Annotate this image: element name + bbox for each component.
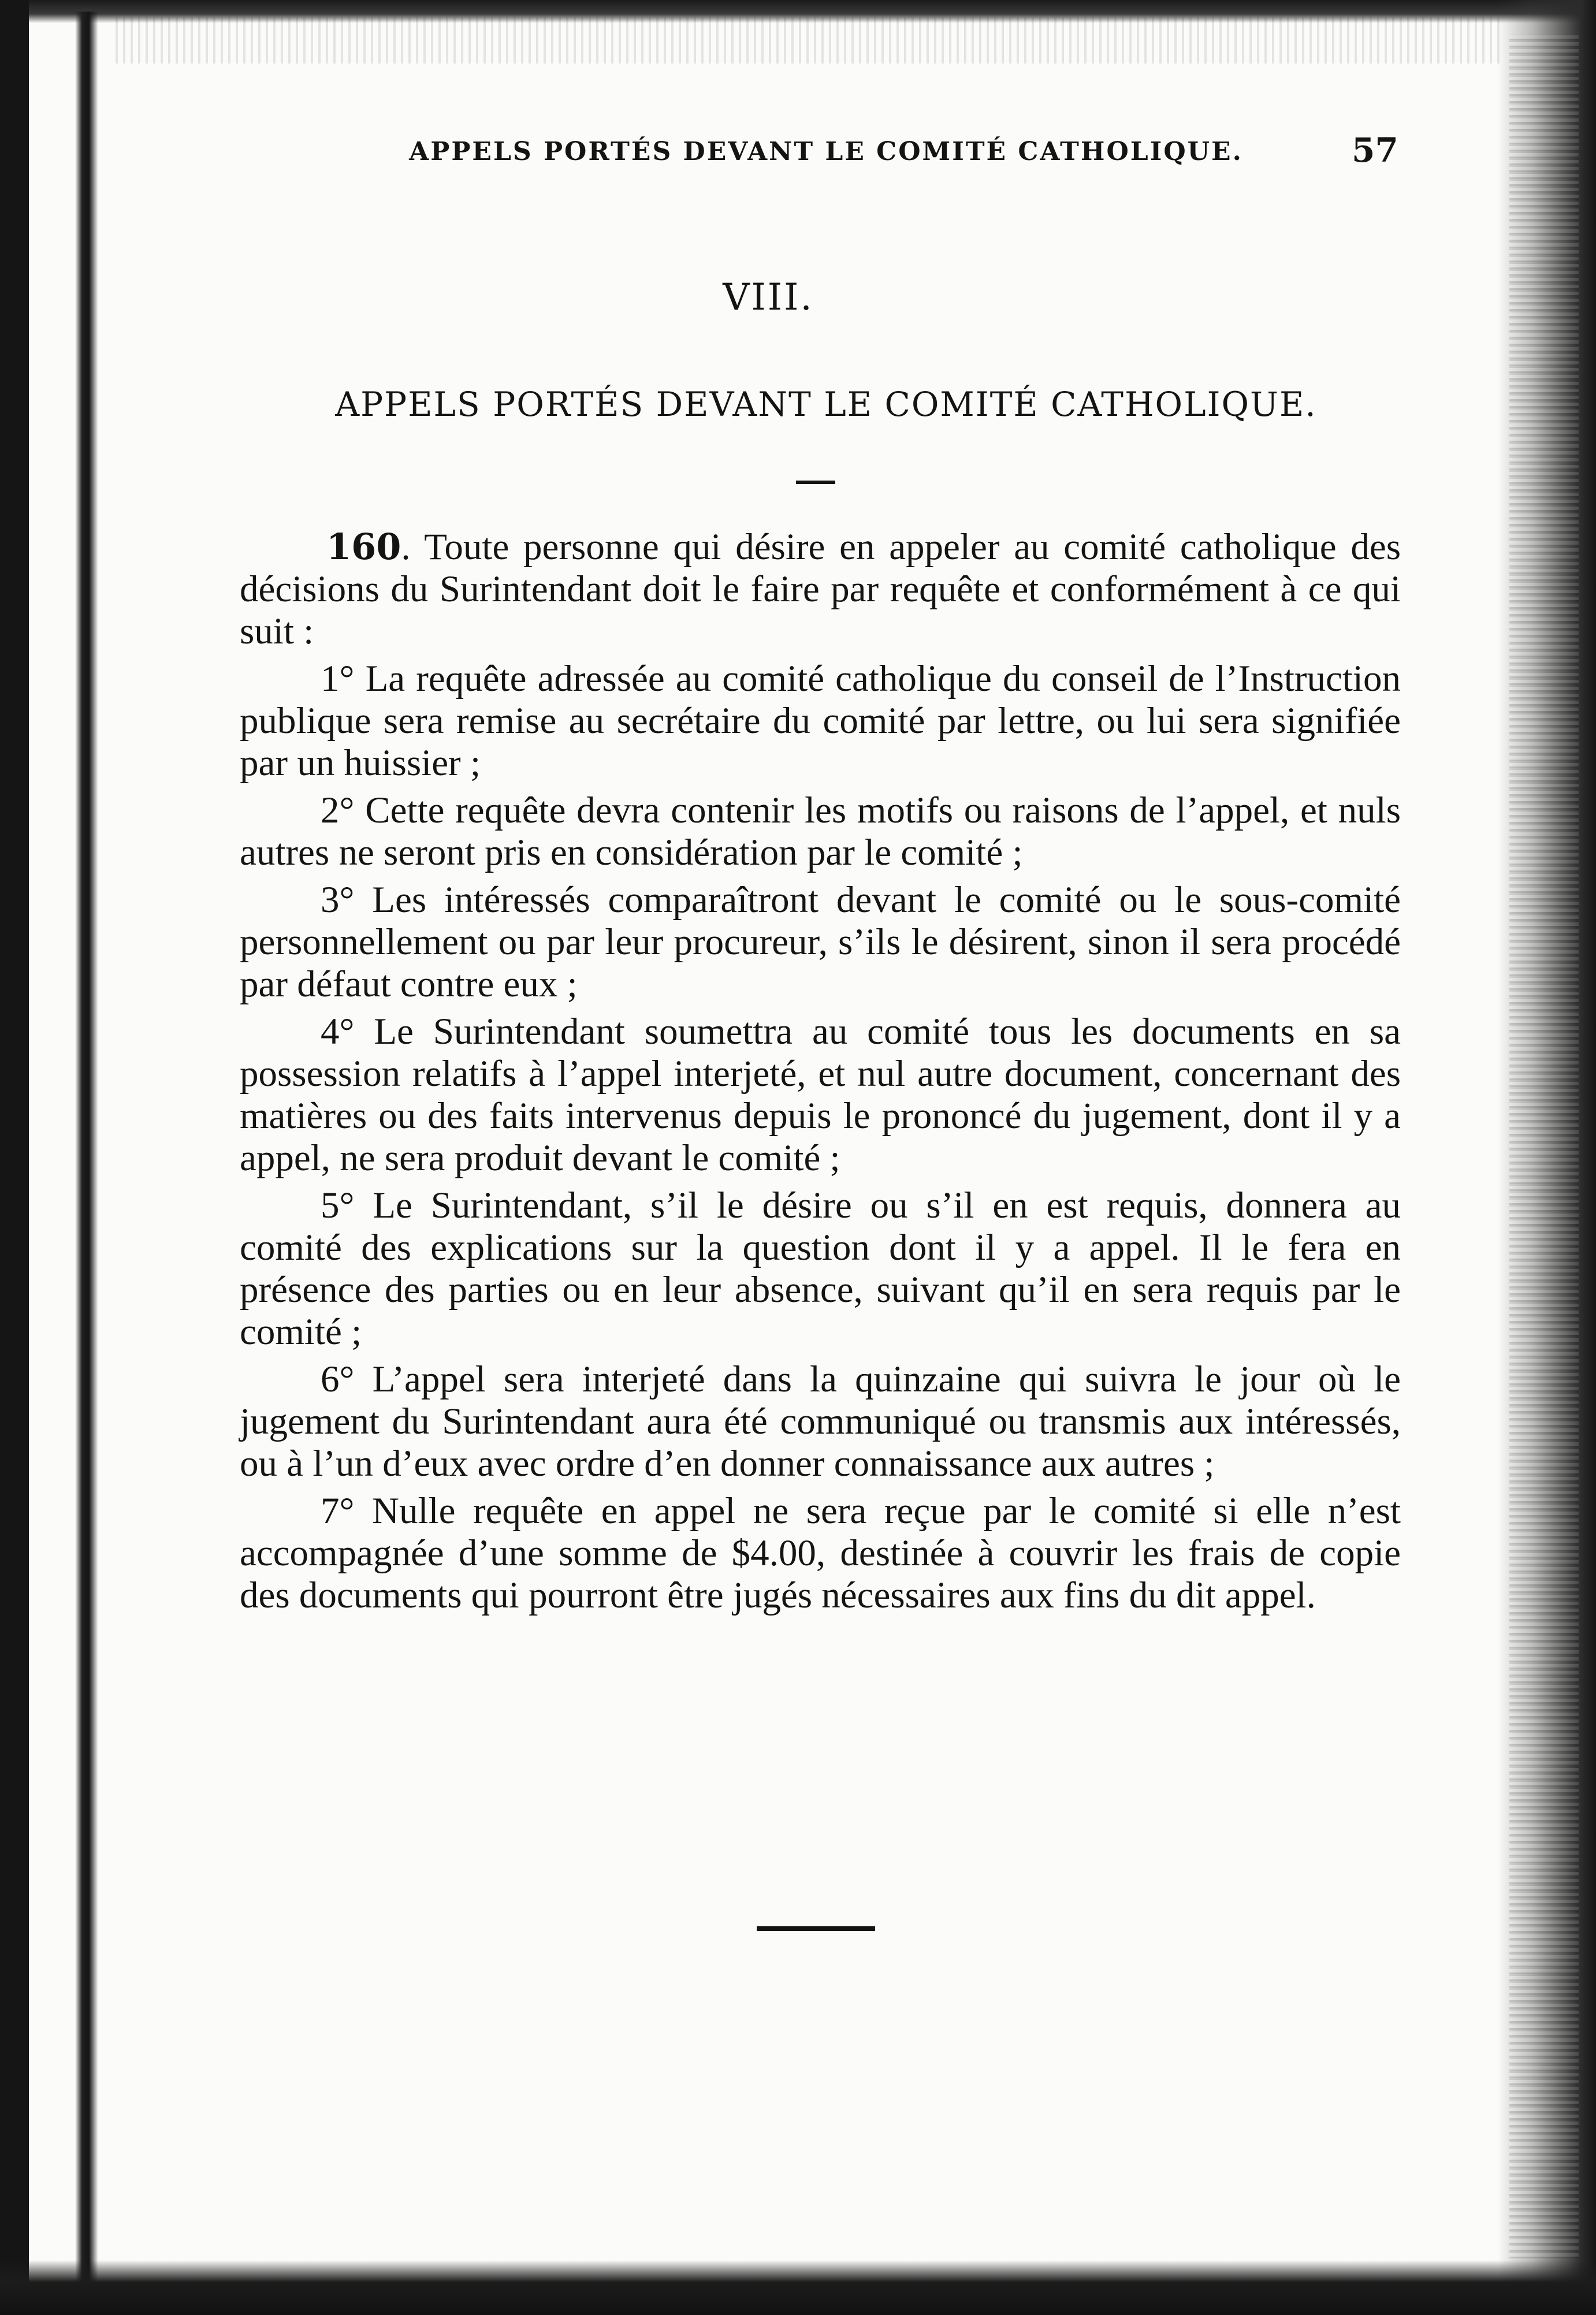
end-divider bbox=[757, 1926, 875, 1931]
clause-6: 6° L’appel sera interjeté dans la quinzaine qui suivra le jour où le jugement du Surintendant aura été communiqué ou transmis aux intéressés, ou à l’un d’eux avec ordre d’en donner connaissance aux autres ; bbox=[240, 1359, 1401, 1484]
page-number: 57 bbox=[1352, 131, 1398, 170]
chapter-number: VIII. bbox=[723, 276, 814, 319]
scan-border-bottom bbox=[0, 2260, 1596, 2315]
scan-noise-right bbox=[1509, 35, 1579, 2258]
clause-7: 7° Nulle requête en appel ne sera reçue par le comité si elle n’est accompagnée d’une somme de $4.00, destinée à couvrir les frais de copie des documents qui pourront être jugés nécessaires aux fins du dit appel. bbox=[240, 1490, 1401, 1616]
clause-1: 1° La requête adressée au comité catholique du conseil de l’Instruction publique sera remise au secrétaire du comité par lettre, ou lui sera signifiée par un huissier ; bbox=[240, 658, 1401, 784]
article-160-intro bbox=[240, 526, 1401, 653]
section-title: APPELS PORTÉS DEVANT LE COMITÉ CATHOLIQUE. bbox=[335, 385, 1317, 424]
article-body bbox=[240, 526, 1401, 1622]
article-intro-text: . Toute personne qui désire en appeler au comité catholique des décisions du Surintendant doit le faire par requête et conformément à ce qui suit : bbox=[240, 526, 1401, 652]
title-divider bbox=[796, 481, 835, 484]
clause-3: 3° Les intéressés comparaîtront devant le comité ou le sous-comité personnellement ou par leur procureur, s’ils le désirent, sinon il sera procédé par défaut contre eux ; bbox=[240, 879, 1401, 1005]
book-spine-shadow bbox=[75, 12, 98, 2287]
scan-noise-top bbox=[116, 17, 1502, 64]
clause-4: 4° Le Surintendant soumettra au comité tous les documents en sa possession relatifs à l’appel interjeté, et nul autre document, concernant des matières ou des faits intervenus depuis le prononcé du jugement, dont il y a appel, ne sera produit devant le comité ; bbox=[240, 1011, 1401, 1179]
scan-border-left bbox=[0, 0, 29, 2315]
clause-5: 5° Le Surintendant, s’il le désire ou s’il en est requis, donnera au comité des explications sur la question dont il y a appel. Il le fera en présence des parties ou en leur absence, suivant qu’il en sera requis par le comité ; bbox=[240, 1185, 1401, 1353]
article-number: 160 bbox=[326, 526, 401, 568]
running-header: APPELS PORTÉS DEVANT LE COMITÉ CATHOLIQUE. bbox=[409, 137, 1243, 166]
clause-2: 2° Cette requête devra contenir les motifs ou raisons de l’appel, et nuls autres ne seront pris en considération par le comité ; bbox=[240, 790, 1401, 873]
